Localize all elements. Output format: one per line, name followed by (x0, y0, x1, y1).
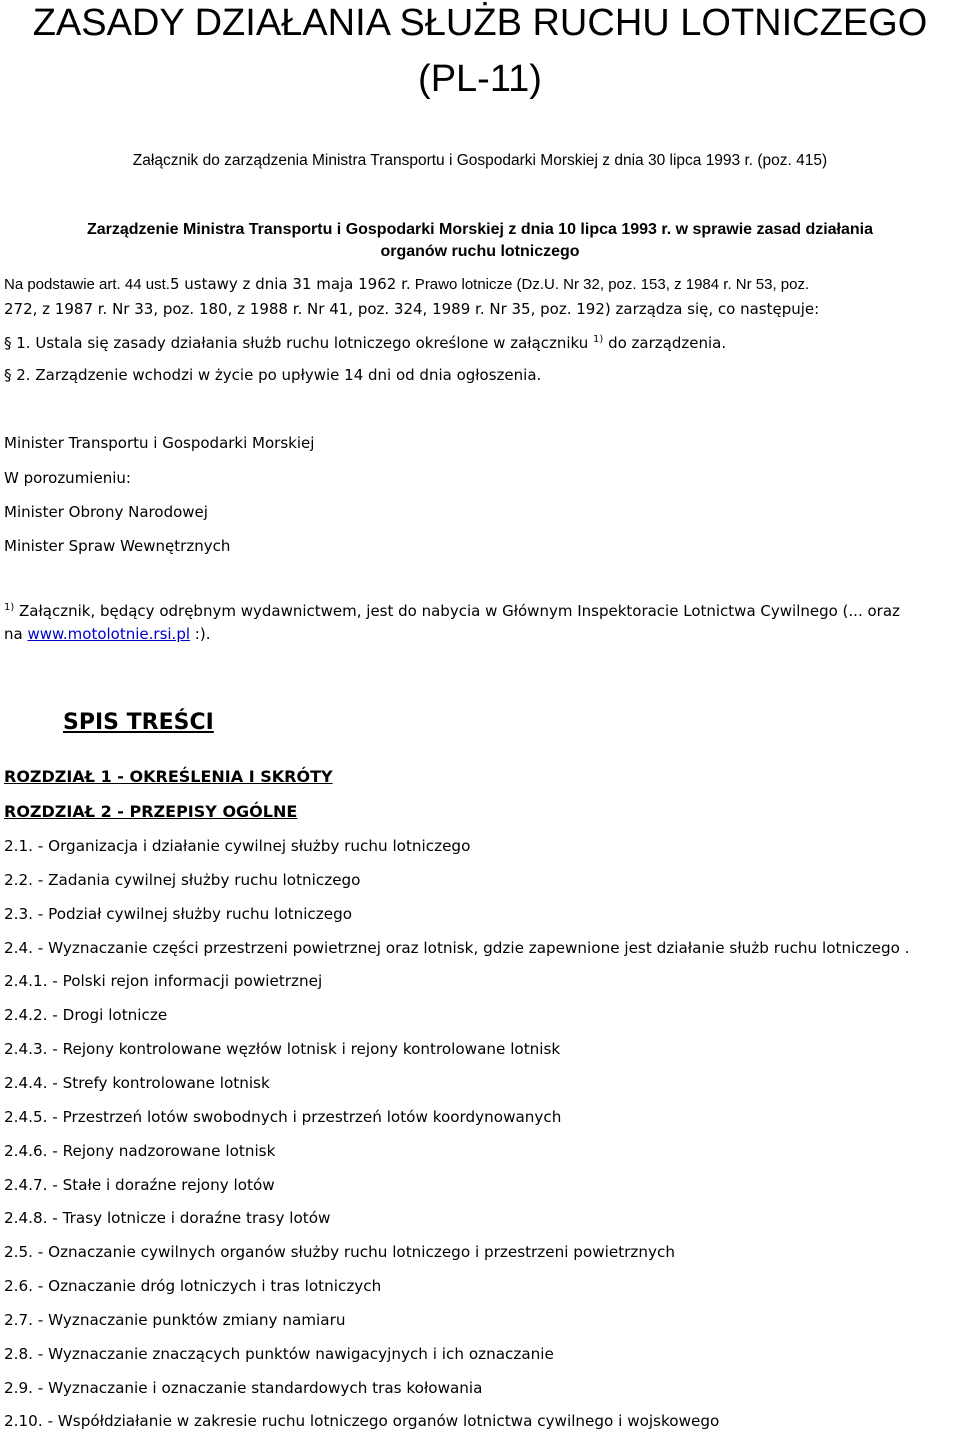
toc-item (4, 1142, 275, 1160)
legal-basis-part: Na podstawie art. 44 ust. (4, 276, 170, 293)
toc-item-label: - Wyznaczanie części przestrzeni powietrznej oraz lotnisk, gdzie zapewnione jest działanie służb ruchu lotniczego . (32, 939, 910, 957)
toc-item-number: 2.4.1. (4, 972, 48, 990)
legal-basis-continued (4, 300, 819, 318)
toc-item-number: 2.4.4. (4, 1074, 48, 1092)
toc-item-label: - Oznaczanie dróg lotniczych i tras lotniczych (32, 1277, 382, 1295)
section-text: Ustala się zasady działania służb ruchu lotniczego określone w załączniku (30, 334, 594, 352)
toc-item-number: 2.7. (4, 1311, 33, 1329)
annex-note: Załącznik do zarządzenia Ministra Transportu i Gospodarki Morskiej z dnia 30 lipca 1993 r. (poz. 415) (132, 152, 828, 169)
toc-item-number: 2.4.7. (4, 1176, 48, 1194)
toc-item-number: 2.4.6. (4, 1142, 48, 1160)
toc-item (4, 1108, 561, 1126)
toc-item-number: 2.5. (4, 1243, 33, 1261)
toc-item (4, 1040, 560, 1058)
toc-item (4, 1412, 719, 1430)
legal-basis-part: 5 ustawy z dnia 31 maja 1962 r. (169, 275, 411, 293)
toc-item (4, 939, 910, 957)
toc-item-label: - Stałe i doraźne rejony lotów (47, 1176, 275, 1194)
toc-item-number: 2.9. (4, 1379, 33, 1397)
signature-line: W porozumieniu: (4, 469, 131, 487)
toc-item (4, 1074, 270, 1092)
toc-item (4, 1176, 275, 1194)
section-sign: § 1. (4, 334, 31, 352)
toc-item (4, 1243, 675, 1261)
toc-item (4, 905, 352, 923)
toc-item-number: 2.4.2. (4, 1006, 48, 1024)
toc-item (4, 972, 322, 990)
toc-item-label: - Wyznaczanie i oznaczanie standardowych tras kołowania (32, 1379, 483, 1397)
toc-item (4, 1006, 167, 1024)
toc-item-label: - Organizacja i działanie cywilnej służby ruchu lotniczego (32, 837, 471, 855)
signature-line: Minister Spraw Wewnętrznych (4, 537, 231, 555)
signature-line: Minister Obrony Narodowej (4, 503, 208, 521)
toc-item-label: - Strefy kontrolowane lotnisk (47, 1074, 270, 1092)
footnote-text: na (4, 625, 28, 643)
toc-chapter: ROZDZIAŁ 2 - PRZEPISY OGÓLNE (4, 802, 298, 821)
toc-item (4, 1277, 381, 1295)
toc-item-label: - Zadania cywilnej służby ruchu lotniczego (32, 871, 361, 889)
toc-item-label: - Trasy lotnicze i doraźne trasy lotów (47, 1209, 331, 1227)
ordinance-title-continued: organów ruchu lotniczego (380, 243, 580, 260)
toc-item-label: - Oznaczanie cywilnych organów służby ruchu lotniczego i przestrzeni powietrznych (32, 1243, 675, 1261)
toc-item (4, 1345, 554, 1363)
toc-item-label: - Wyznaczanie znaczących punktów nawigacyjnych i ich oznaczanie (32, 1345, 554, 1363)
footnote-text: :). (190, 625, 211, 643)
ordinance-title: Zarządzenie Ministra Transportu i Gospodarki Morskiej z dnia 10 lipca 1993 r. w sprawie zasad działania (86, 221, 874, 238)
toc-item-label: - Polski rejon informacji powietrznej (47, 972, 323, 990)
toc-item (4, 1379, 482, 1397)
toc-item-label: - Drogi lotnicze (47, 1006, 168, 1024)
legal-basis-part: Prawo lotnicze (Dz.U. Nr 32, poz. 153, z 1984 r. Nr 53, poz. (410, 276, 810, 293)
toc-title: SPIS TREŚCI (63, 710, 214, 735)
toc-item-label: - Rejony kontrolowane węzłów lotnisk i rejony kontrolowane lotnisk (47, 1040, 561, 1058)
toc-item-number: 2.4. (4, 939, 33, 957)
document-code: (PL-11) (418, 58, 542, 100)
toc-item-label: - Rejony nadzorowane lotnisk (47, 1142, 276, 1160)
footnote-continued (4, 625, 210, 643)
signature-line: Minister Transportu i Gospodarki Morskiej (4, 434, 315, 452)
toc-item-label: - Współdziałanie w zakresie ruchu lotniczego organów lotnictwa cywilnego i wojskowego (42, 1412, 720, 1430)
toc-item-label: - Wyznaczanie punktów zmiany namiaru (32, 1311, 346, 1329)
toc-item (4, 1209, 330, 1227)
legal-basis-part: 272, z 1987 r. Nr 33, poz. 180, z 1988 r. Nr 41, poz. 324, 1989 r. Nr 35, poz. 192) (4, 300, 611, 318)
toc-item-number: 2.4.3. (4, 1040, 48, 1058)
toc-item (4, 1311, 345, 1329)
toc-item-number: 2.10. (4, 1412, 43, 1430)
footnote-ref: 1) (593, 334, 604, 345)
section-text: Zarządzenie wchodzi w życie po upływie 14 dni od dnia ogłoszenia. (30, 366, 542, 384)
toc-item-label: - Przestrzeń lotów swobodnych i przestrzeń lotów koordynowanych (47, 1108, 562, 1126)
toc-item-number: 2.3. (4, 905, 33, 923)
toc-item-number: 2.4.5. (4, 1108, 48, 1126)
section-1 (4, 334, 726, 352)
footnote-marker: 1) (4, 602, 15, 613)
footnote-link[interactable]: www.motolotnie.rsi.pl (27, 625, 191, 643)
footnote (4, 602, 900, 620)
toc-item (4, 871, 360, 889)
section-text: do zarządzenia. (603, 334, 727, 352)
legal-basis-part: zarządza się, co następuje: (610, 300, 820, 318)
toc-item-number: 2.1. (4, 837, 33, 855)
legal-basis (4, 275, 809, 293)
section-2 (4, 366, 541, 384)
document-title: ZASADY DZIAŁANIA SŁUŻB RUCHU LOTNICZEGO (32, 2, 928, 44)
section-sign: § 2. (4, 366, 31, 384)
footnote-text: Załącznik, będący odrębnym wydawnictwem, jest do nabycia w Głównym Inspektoracie Lotnictwa Cywilnego (... oraz (14, 602, 900, 620)
toc-item (4, 837, 470, 855)
toc-item-number: 2.4.8. (4, 1209, 48, 1227)
toc-item-label: - Podział cywilnej służby ruchu lotniczego (32, 905, 353, 923)
toc-chapter: ROZDZIAŁ 1 - OKREŚLENIA I SKRÓTY (4, 767, 333, 786)
toc-item-number: 2.2. (4, 871, 33, 889)
toc-item-number: 2.6. (4, 1277, 33, 1295)
toc-item-number: 2.8. (4, 1345, 33, 1363)
